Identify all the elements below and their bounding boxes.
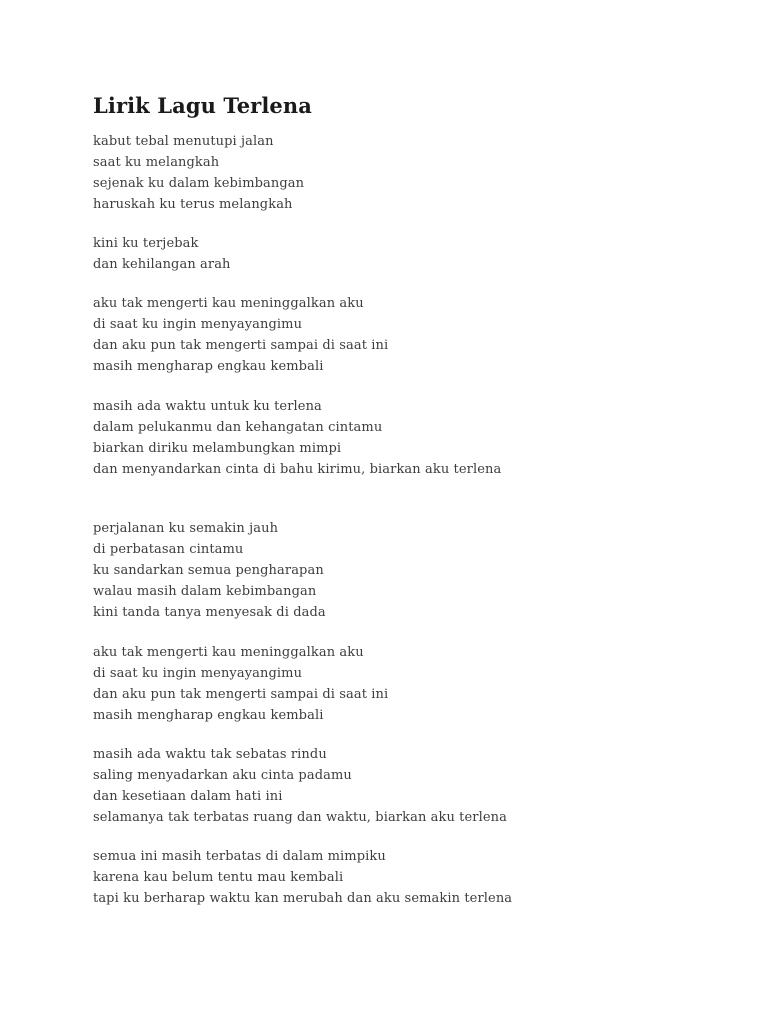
lyric-line: saling menyadarkan aku cinta padamu (93, 768, 352, 783)
lyric-line: selamanya tak terbatas ruang dan waktu, biarkan aku terlena (93, 810, 507, 825)
lyric-line: dan kesetiaan dalam hati ini (93, 789, 283, 804)
lyric-line: perjalanan ku semakin jauh (93, 521, 279, 536)
lyric-line: walau masih dalam kebimbangan (93, 584, 317, 599)
stanza-5 (93, 518, 326, 623)
lyric-line: haruskah ku terus melangkah (93, 197, 293, 212)
lyric-line: sejenak ku dalam kebimbangan (93, 176, 305, 191)
lyric-line: kabut tebal menutupi jalan (93, 134, 274, 149)
stanza-6 (93, 642, 388, 726)
lyric-line: di saat ku ingin menyayangimu (93, 317, 303, 332)
lyric-line: kini tanda tanya menyesak di dada (93, 605, 326, 620)
lyric-line: saat ku melangkah (93, 155, 220, 170)
stanza-7 (93, 744, 507, 828)
lyric-line: semua ini masih terbatas di dalam mimpiku (93, 849, 386, 864)
lyric-line: masih ada waktu untuk ku terlena (93, 399, 322, 414)
stanza-2 (93, 233, 231, 275)
stanza-8 (93, 846, 512, 909)
lyric-line: dan menyandarkan cinta di bahu kirimu, biarkan aku terlena (93, 462, 502, 477)
lyric-line: karena kau belum tentu mau kembali (93, 870, 344, 885)
lyric-line: aku tak mengerti kau meninggalkan aku (93, 296, 364, 311)
lyric-line: kini ku terjebak (93, 236, 199, 251)
lyric-line: di perbatasan cintamu (93, 542, 244, 557)
lyric-line: ku sandarkan semua pengharapan (93, 563, 324, 578)
lyric-line: aku tak mengerti kau meninggalkan aku (93, 645, 364, 660)
lyric-line: dan aku pun tak mengerti sampai di saat ini (93, 687, 389, 702)
lyric-line: dan aku pun tak mengerti sampai di saat ini (93, 338, 389, 353)
lyric-line: masih ada waktu tak sebatas rindu (93, 747, 327, 762)
page-title: Lirik Lagu Terlena (93, 93, 312, 118)
lyric-line: tapi ku berharap waktu kan merubah dan aku semakin terlena (93, 891, 513, 906)
lyric-line: dalam pelukanmu dan kehangatan cintamu (93, 420, 383, 435)
stanza-1 (93, 131, 304, 215)
lyric-line: masih mengharap engkau kembali (93, 359, 324, 374)
stanza-4 (93, 396, 501, 480)
lyric-line: di saat ku ingin menyayangimu (93, 666, 303, 681)
lyric-line: dan kehilangan arah (93, 257, 231, 272)
stanza-3 (93, 293, 388, 377)
lyric-line: biarkan diriku melambungkan mimpi (93, 441, 342, 456)
lyric-line: masih mengharap engkau kembali (93, 708, 324, 723)
